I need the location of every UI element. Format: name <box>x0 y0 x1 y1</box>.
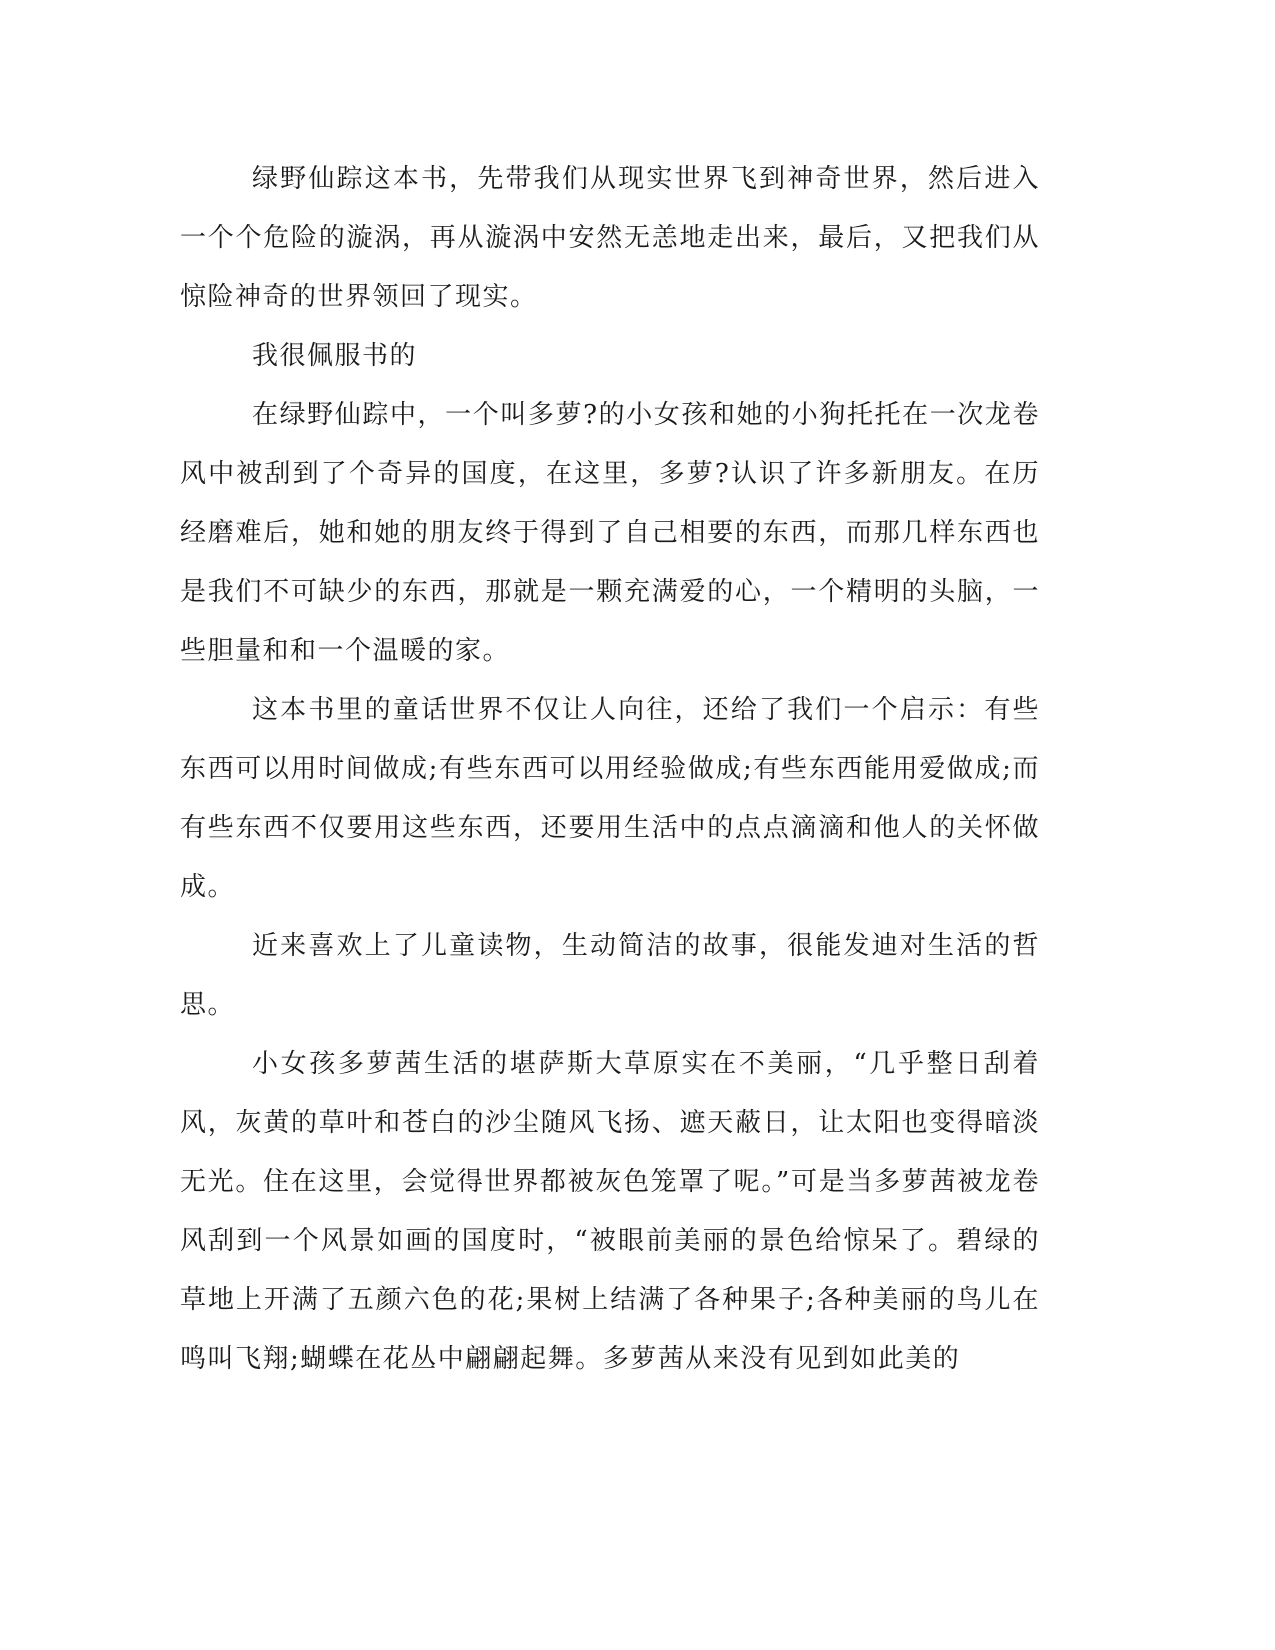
paragraph-4: 这本书里的童话世界不仅让人向往，还给了我们一个启示：有些东西可以用时间做成;有些东西可以用经验做成;有些东西能用爱做成;而有些东西不仅要用这些东西，还要用生活中的点点滴滴和他人的关怀做成。 <box>180 695 1040 902</box>
paragraph-1: 绿野仙踪这本书，先带我们从现实世界飞到神奇世界，然后进入一个个危险的漩涡，再从漩涡中安然无恙地走出来，最后，又把我们从惊险神奇的世界领回了现实。 <box>180 164 1040 312</box>
paragraph-2: 我很佩服书的 <box>252 341 418 371</box>
paragraph-3: 在绿野仙踪中，一个叫多萝?的小女孩和她的小狗托托在一次龙卷风中被刮到了个奇异的国度，在这里，多萝?认识了许多新朋友。在历经磨难后，她和她的朋友终于得到了自己相要的东西，而那几样东西也是我们不可缺少的东西，那就是一颗充满爱的心，一个精明的头脑，一些胆量和和一个温暖的家。 <box>180 400 1040 666</box>
document-body <box>180 150 1040 1389</box>
paragraph-6: 小女孩多萝茜生活的堪萨斯大草原实在不美丽，“几乎整日刮着风，灰黄的草叶和苍白的沙尘随风飞扬、遮天蔽日，让太阳也变得暗淡无光。住在这里，会觉得世界都被灰色笼罩了呢。”可是当多萝茜被龙卷风刮到一个风景如画的国度时，“被眼前美丽的景色给惊呆了。碧绿的草地上开满了五颜六色的花;果树上结满了各种果子;各种美丽的鸟儿在鸣叫飞翔;蝴蝶在花丛中翩翩起舞。多萝茜从来没有见到如此美的 <box>180 1049 1040 1374</box>
paragraph-5: 近来喜欢上了儿童读物，生动简洁的故事，很能发迪对生活的哲思。 <box>180 931 1040 1020</box>
